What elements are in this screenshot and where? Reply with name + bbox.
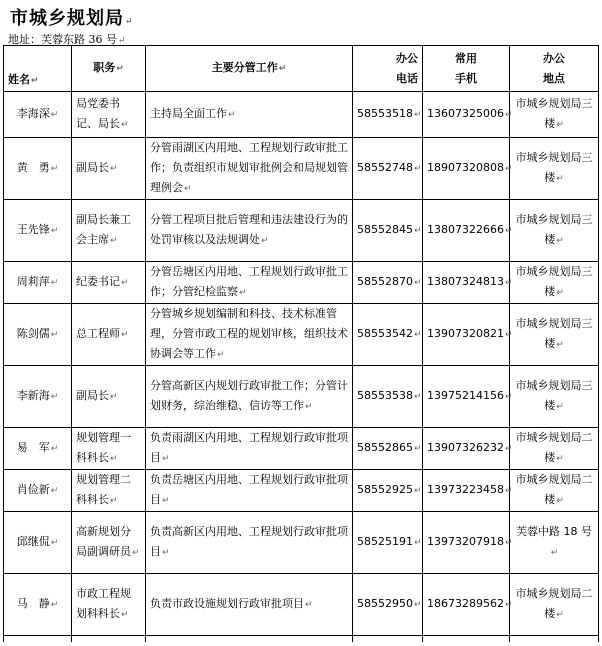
cell-office-phone: 58553538↵	[353, 366, 423, 428]
table-row-partial	[4, 636, 599, 642]
header-mobile: 常用 手机	[423, 46, 510, 92]
cell-position: 纪委书记↵	[72, 262, 146, 304]
table-cell-empty	[353, 636, 423, 642]
header-position: 职务↵	[72, 46, 146, 92]
cell-name: 马 静↵	[4, 574, 72, 636]
cell-position: 总工程师↵	[72, 304, 146, 366]
cell-mobile: 13973223458↵	[423, 470, 510, 512]
cell-office-location: 市城乡规划局三楼↵	[510, 92, 599, 138]
directory-table	[3, 45, 599, 642]
cell-office-location: 市城乡规划局三楼↵	[510, 304, 599, 366]
cell-office-location: 市城乡规划局三楼↵	[510, 366, 599, 428]
cell-position: 副局长↵	[72, 138, 146, 200]
cell-office-location: 市城乡规划局二楼↵	[510, 574, 599, 636]
table-cell-empty	[423, 636, 510, 642]
cell-office-location: 市城乡规划局三楼↵	[510, 138, 599, 200]
cell-office-location: 市城乡规划局二楼↵	[510, 470, 599, 512]
cell-office-phone: 58552950↵	[353, 574, 423, 636]
cell-position: 市政工程规划科科长↵	[72, 574, 146, 636]
cell-mobile: 13907320821↵	[423, 304, 510, 366]
cell-duties: 分管工程项目批后管理和违法建设行为的处罚审核以及法规调处↵	[146, 200, 353, 262]
table-row	[4, 262, 599, 304]
cell-mobile: 13807322666↵	[423, 200, 510, 262]
cell-name: 李海深↵	[4, 92, 72, 138]
table-cell-empty	[510, 636, 599, 642]
cell-mobile: 18907320808↵	[423, 138, 510, 200]
header-name: 姓名↵	[4, 46, 72, 92]
page-title: 市城乡规划局↵	[10, 8, 134, 29]
cell-name: 周莉萍↵	[4, 262, 72, 304]
office-address: 地址：芙蓉东路 36 号↵	[8, 33, 126, 46]
header-office-phone: 办公 电话	[353, 46, 423, 92]
table-row	[4, 366, 599, 428]
table-cell-empty	[146, 636, 353, 642]
cell-name: 陈剑儒↵	[4, 304, 72, 366]
cell-position: 局党委书记、局长↵	[72, 92, 146, 138]
cell-position: 规划管理一科科长↵	[72, 428, 146, 470]
cell-position: 规划管理二科科长↵	[72, 470, 146, 512]
cell-duties: 负责岳塘区内用地、工程规划行政审批项目↵	[146, 470, 353, 512]
cell-office-location: 市城乡规划局三楼↵	[510, 262, 599, 304]
cell-office-location: 市城乡规划局三楼↵	[510, 200, 599, 262]
table-header-row	[4, 46, 599, 92]
cell-duties: 负责高新区内用地、工程规划行政审批项目↵	[146, 512, 353, 574]
cell-office-phone: 58552870↵	[353, 262, 423, 304]
table-row	[4, 574, 599, 636]
cell-office-phone: 58525191↵	[353, 512, 423, 574]
cell-duties: 分管雨湖区内用地、工程规划行政审批工作；负责组织市规划审批例会和局规划管理例会↵	[146, 138, 353, 200]
table-row	[4, 200, 599, 262]
cell-mobile: 13975214156↵	[423, 366, 510, 428]
cell-duties: 负责雨湖区内用地、工程规划行政审批项目↵	[146, 428, 353, 470]
table-cell-empty	[72, 636, 146, 642]
cell-position: 副局长↵	[72, 366, 146, 428]
cell-mobile: 13607325006↵	[423, 92, 510, 138]
cell-office-phone: 58552845↵	[353, 200, 423, 262]
cell-name: 肖俭新↵	[4, 470, 72, 512]
cell-office-phone: 58552925↵	[353, 470, 423, 512]
cell-name: 李新海↵	[4, 366, 72, 428]
cell-mobile: 18673289562↵	[423, 574, 510, 636]
cell-duties: 主持局全面工作↵	[146, 92, 353, 138]
cell-office-phone: 58553542↵	[353, 304, 423, 366]
cell-office-location: 芙蓉中路 18 号↵	[510, 512, 599, 574]
cell-mobile: 13807324813↵	[423, 262, 510, 304]
table-row	[4, 304, 599, 366]
cell-name: 王先锋↵	[4, 200, 72, 262]
header-duties: 主要分管工作↵	[146, 46, 353, 92]
cell-mobile: 13973207918↵	[423, 512, 510, 574]
cell-duties: 分管高新区内规划行政审批工作；分管计划财务，综治维稳、信访等工作↵	[146, 366, 353, 428]
cell-duties: 分管城乡规划编制和科技、技术标准管理，分管市政工程的规划审核，组织技术协调会等工作↵	[146, 304, 353, 366]
table-row	[4, 138, 599, 200]
cell-position: 副局长兼工会主席↵	[72, 200, 146, 262]
cell-mobile: 13907326232↵	[423, 428, 510, 470]
table-cell-empty	[4, 636, 72, 642]
cell-name: 邱继侃↵	[4, 512, 72, 574]
header-office-location: 办公 地点	[510, 46, 599, 92]
table-row	[4, 512, 599, 574]
cell-name: 黄 勇↵	[4, 138, 72, 200]
cell-duties: 负责市政设施规划行政审批项目↵	[146, 574, 353, 636]
cell-position: 高新规划分局副调研员↵	[72, 512, 146, 574]
table-row	[4, 428, 599, 470]
cell-office-phone: 58552865↵	[353, 428, 423, 470]
cell-office-phone: 58553518↵	[353, 92, 423, 138]
cell-office-phone: 58552748↵	[353, 138, 423, 200]
table-row	[4, 470, 599, 512]
table-row	[4, 92, 599, 138]
cell-duties: 分管岳塘区内用地、工程规划行政审批工作；分管纪检监察↵	[146, 262, 353, 304]
cell-name: 易 军↵	[4, 428, 72, 470]
cell-office-location: 市城乡规划局二楼↵	[510, 428, 599, 470]
